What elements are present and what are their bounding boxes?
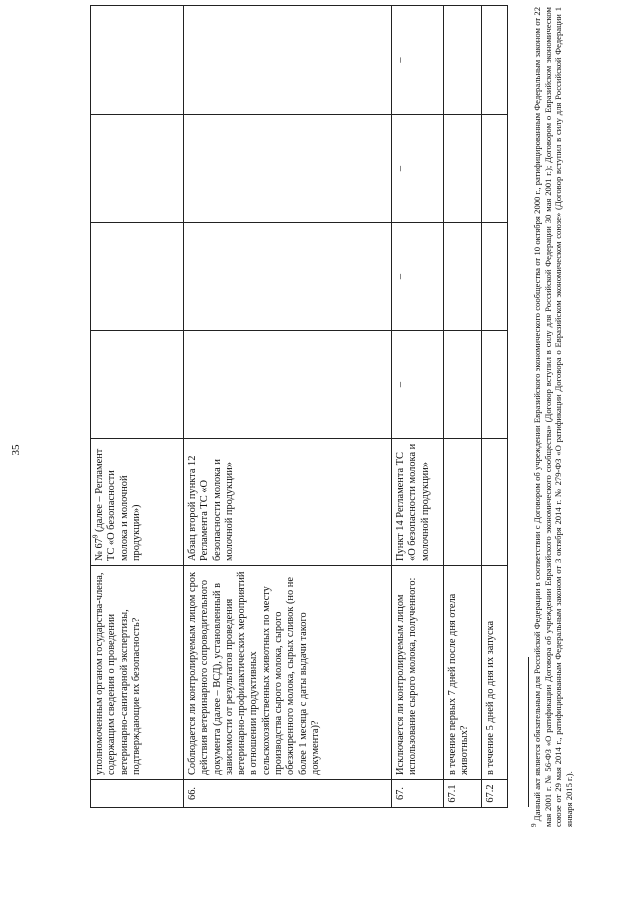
page-number: 35: [10, 444, 22, 456]
footnote-divider: [528, 657, 529, 807]
question-cell: уполномоченным органом государства-члена, содержащим сведения о проведении ветеринарно-санитарной экспертизы, подтверждающие их безопасность?: [91, 566, 184, 780]
checklist-table: [90, 5, 508, 808]
answer-cell: [444, 115, 482, 223]
answer-cell: [184, 6, 392, 115]
answer-cell: [444, 6, 482, 115]
answer-cell: –: [392, 115, 444, 223]
answer-cell: [184, 331, 392, 439]
answer-cell: [91, 223, 184, 331]
table-row: [392, 6, 444, 808]
table-row: [91, 6, 184, 808]
answer-cell: –: [392, 6, 444, 115]
answer-cell: [482, 331, 508, 439]
table-row: [184, 6, 392, 808]
footnote-text: Данный акт является обязательным для Российской Федерации в соответствии с Договором об учреждении Евразийского экономического сообщества от 10 октября 2000 г., ратифицированным Федеральным законом от 22 мая 2001 г. № 56-ФЗ «О ратификации Договора об учреждении Евразийского экономического сообщества» (Договор вступил в силу для Российской Федерации 30 мая 2001 г.); Договором о Евразийском экономическом союзе от 29 мая 2014 г., ратифицированным Федеральным законом от 3 октября 2014 г. № 279-ФЗ «О ратификации Договора о Евразийском экономическом союзе» (Договор вступил в силу для Российской Федерации 1 января 2015 г.).: [532, 7, 574, 827]
item-number: 67.2: [482, 780, 508, 808]
answer-cell: [91, 6, 184, 115]
answer-cell: [184, 115, 392, 223]
answer-cell: [184, 223, 392, 331]
item-number: 67.1: [444, 780, 482, 808]
answer-cell: –: [392, 223, 444, 331]
item-number: 67.: [392, 780, 444, 808]
question-cell: в течение первых 7 дней после дня отела животных?: [444, 566, 482, 780]
question-cell: Соблюдается ли контролируемым лицом срок действия ветеринарного сопроводительного документа (далее – ВСД), установленный в зависимости от результатов проведения ветеринарно-профилактических мероприятий в отношении продуктивных сельскохозяйственных животных по месту производства сырого молока, сырого обезжиренного молока, сырых сливок (но не более 1 месяца с даты выдачи такого документа)?: [184, 566, 392, 780]
requisites-cell: [482, 439, 508, 566]
table-row: [444, 6, 482, 808]
requisites-text-cont: (далее – Регламент ТС «О безопасности молока и молочной продукции»): [94, 448, 142, 561]
question-cell: в течение 5 дней до дня их запуска: [482, 566, 508, 780]
question-cell: Исключается ли контролируемым лицом использование сырого молока, полученного:: [392, 566, 444, 780]
answer-cell: [91, 115, 184, 223]
footnote: [532, 7, 574, 827]
answer-cell: [444, 331, 482, 439]
table-row: [482, 6, 508, 808]
item-number: [91, 780, 184, 808]
footnote-ref: 9: [91, 534, 100, 539]
answer-cell: [91, 331, 184, 439]
answer-cell: [482, 223, 508, 331]
requisites-text: № 67: [94, 538, 105, 561]
requisites-cell: Пункт 14 Регламента ТС «О безопасности молока и молочной продукции»: [392, 439, 444, 566]
requisites-cell: Абзац второй пункта 12 Регламента ТС «О безопасности молока и молочной продукции»: [184, 439, 392, 566]
item-number: 66.: [184, 780, 392, 808]
answer-cell: [482, 115, 508, 223]
footnote-mark: 9: [530, 823, 539, 827]
answer-cell: [444, 223, 482, 331]
requisites-cell: [444, 439, 482, 566]
requisites-cell: [91, 439, 184, 566]
answer-cell: [482, 6, 508, 115]
answer-cell: –: [392, 331, 444, 439]
